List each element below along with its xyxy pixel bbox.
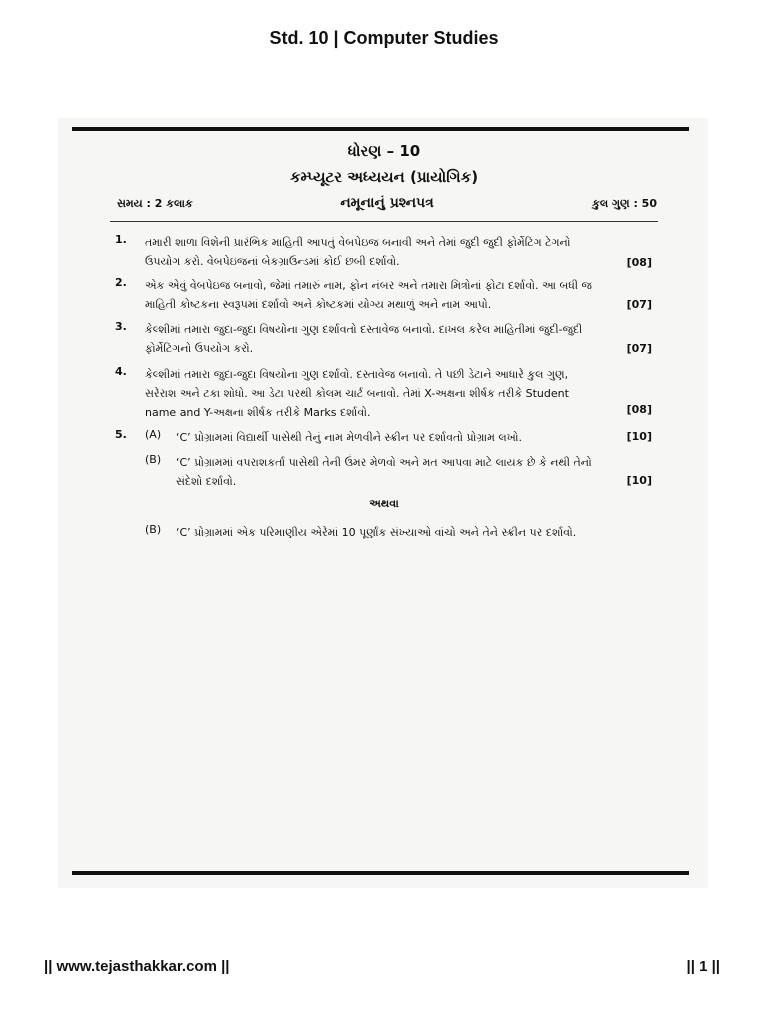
header-divider — [110, 221, 658, 222]
footer-website: || www.tejasthakkar.com || — [44, 958, 230, 975]
page-title: Std. 10 | Computer Studies — [269, 28, 499, 48]
footer-page-number: || 1 || — [686, 958, 720, 975]
question-marks: [07] — [626, 342, 652, 355]
question-marks: [10] — [626, 430, 652, 443]
total-marks: કુલ ગુણ : 50 — [592, 197, 657, 210]
exam-standard: ધોરણ – 10 — [347, 142, 421, 160]
question-text: કેલ્શીમાં તમારા જુદા-જુદા વિષયોના ગુણ દર્શાવતો દસ્તાવેજ બનાવો. દાખલ કરેલ માહિતીમાં જુદી-જુદી ફોર્મેટિંગનો ઉપયોગ કરો. — [145, 323, 583, 355]
question-number: 4. — [115, 365, 127, 378]
question-text: ‘C’ પ્રોગ્રામમાં વપરાશકર્તા પાસેથી તેની ઉંમર મેળવો અને મત આપવા માટે લાયક છે કે નથી તેનો સંદેશો દર્શાવો. — [176, 456, 592, 488]
exam-subject: કમ્પ્યૂટર અધ્યયન (પ્રાયોગિક) — [289, 168, 479, 186]
question-number: 5. — [115, 428, 127, 441]
question-number: 3. — [115, 320, 127, 333]
exam-time: સમય : 2 કલાક — [117, 197, 193, 210]
question-number: 1. — [115, 233, 127, 246]
question-text: ‘C’ પ્રોગ્રામમાં એક પરિમાણીય એરેમાં 10 પૂર્ણાંક સંખ્યાઓ વાંચો અને તેને સ્ક્રીન પર દર્શાવો. — [176, 526, 577, 539]
subquestion-label: (A) — [145, 428, 162, 441]
question-text: ‘C’ પ્રોગ્રામમાં વિદ્યાર્થી પાસેથી તેનું નામ મેળવીને સ્ક્રીન પર દર્શાવતો પ્રોગ્રામ લખો. — [176, 431, 522, 444]
bottom-rule — [72, 871, 689, 875]
question-marks: [10] — [626, 474, 652, 487]
question-marks: [08] — [626, 403, 652, 416]
exam-meta-row — [117, 197, 657, 217]
question-marks: [08] — [626, 256, 652, 269]
question-text: એક એવું વેબપેઇજ બનાવો, જેમાં તમારું નામ, ફોન નંબર અને તમારા મિત્રોનાં ફોટા દર્શાવો. આ બધી જ માહિતી કોષ્ટકના સ્વરૂપમાં દર્શાવો અને કોષ્ટકમાં યોગ્ય મથાળું અને નામ આપો. — [145, 279, 592, 311]
or-separator: અથવા — [369, 497, 399, 510]
question-text: તમારી શાળા વિશેની પ્રારંભિક માહિતી આપતું વેબપેઇજ બનાવી અને તેમાં જુદી જુદી ફોર્મેટિંગ ટેગનો ઉપયોગ કરો. વેબપેઇજનાં બેકગ્રાઉન્ડમાં કોઈ છબી દર્શાવો. — [145, 236, 571, 268]
question-number: 2. — [115, 276, 127, 289]
paper-title: નમૂનાનું પ્રશ્નપત્ર — [340, 195, 434, 211]
question-text: કેલ્શીમાં તમારા જુદા-જુદા વિષયોના ગુણ દર્શાવો. દસ્તાવેજ બનાવો. તે પછી ડેટાને આધારે કુલ ગુણ, સરેરાશ અને ટકા શોધો. આ ડેટા પરથી કોલમ ચાર્ટ બનાવો. તેમાં X-અક્ષના શીર્ષક તરીકે Student name and Y-અક્ષના શીર્ષક તરીકે Marks દર્શાવો. — [145, 368, 569, 419]
subquestion-label: (B) — [145, 453, 162, 466]
question-marks: [07] — [626, 298, 652, 311]
top-rule — [72, 127, 689, 131]
subquestion-label: (B) — [145, 523, 162, 536]
